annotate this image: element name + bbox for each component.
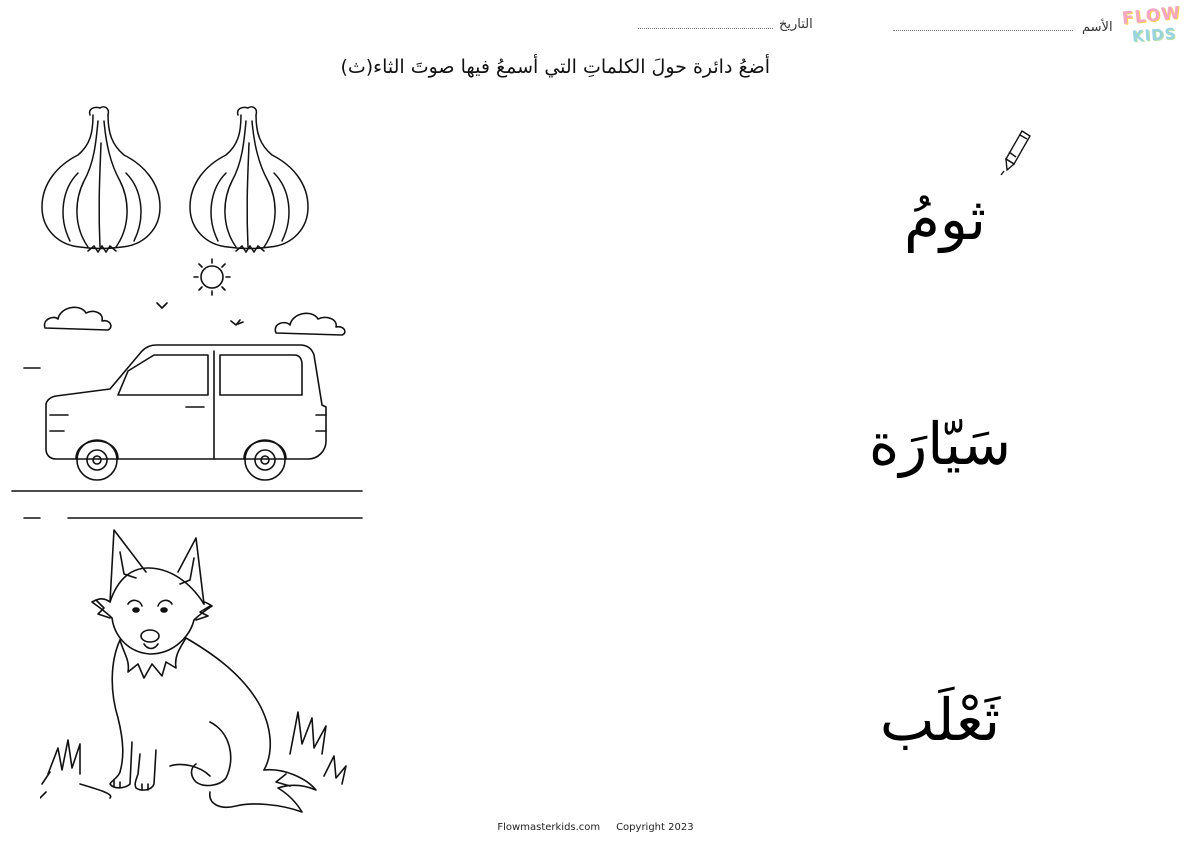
name-field-line[interactable] (893, 30, 1073, 31)
date-label: التاريخ (779, 17, 813, 32)
instruction-text: أضعُ دائرة حولَ الكلماتِ التي أسمعُ فيها صوتَ الثاء(ث) (340, 56, 770, 78)
footer-site[interactable]: Flowmasterkids.com (497, 822, 601, 833)
pencil-icon (1000, 128, 1040, 176)
fox-image (40, 522, 360, 814)
word-garlic[interactable]: ثومُ (903, 185, 986, 253)
word-fox[interactable]: ثَعْلَب (879, 686, 1001, 754)
footer-copyright: Copyright 2023 (616, 822, 694, 833)
garlic-image-right (186, 103, 314, 253)
word-car[interactable]: سَيّارَة (868, 410, 1012, 478)
garlic-image-left (38, 103, 166, 253)
date-field-line[interactable] (638, 28, 773, 29)
car-scene-image (10, 255, 370, 525)
logo-text-flow: FLOW (1121, 2, 1182, 30)
footer (0, 822, 1191, 833)
name-label: الأسم (1082, 20, 1113, 35)
logo-text-kids: KIDS (1131, 24, 1178, 46)
sun-icon (201, 266, 223, 288)
flow-kids-logo (1120, 2, 1182, 48)
